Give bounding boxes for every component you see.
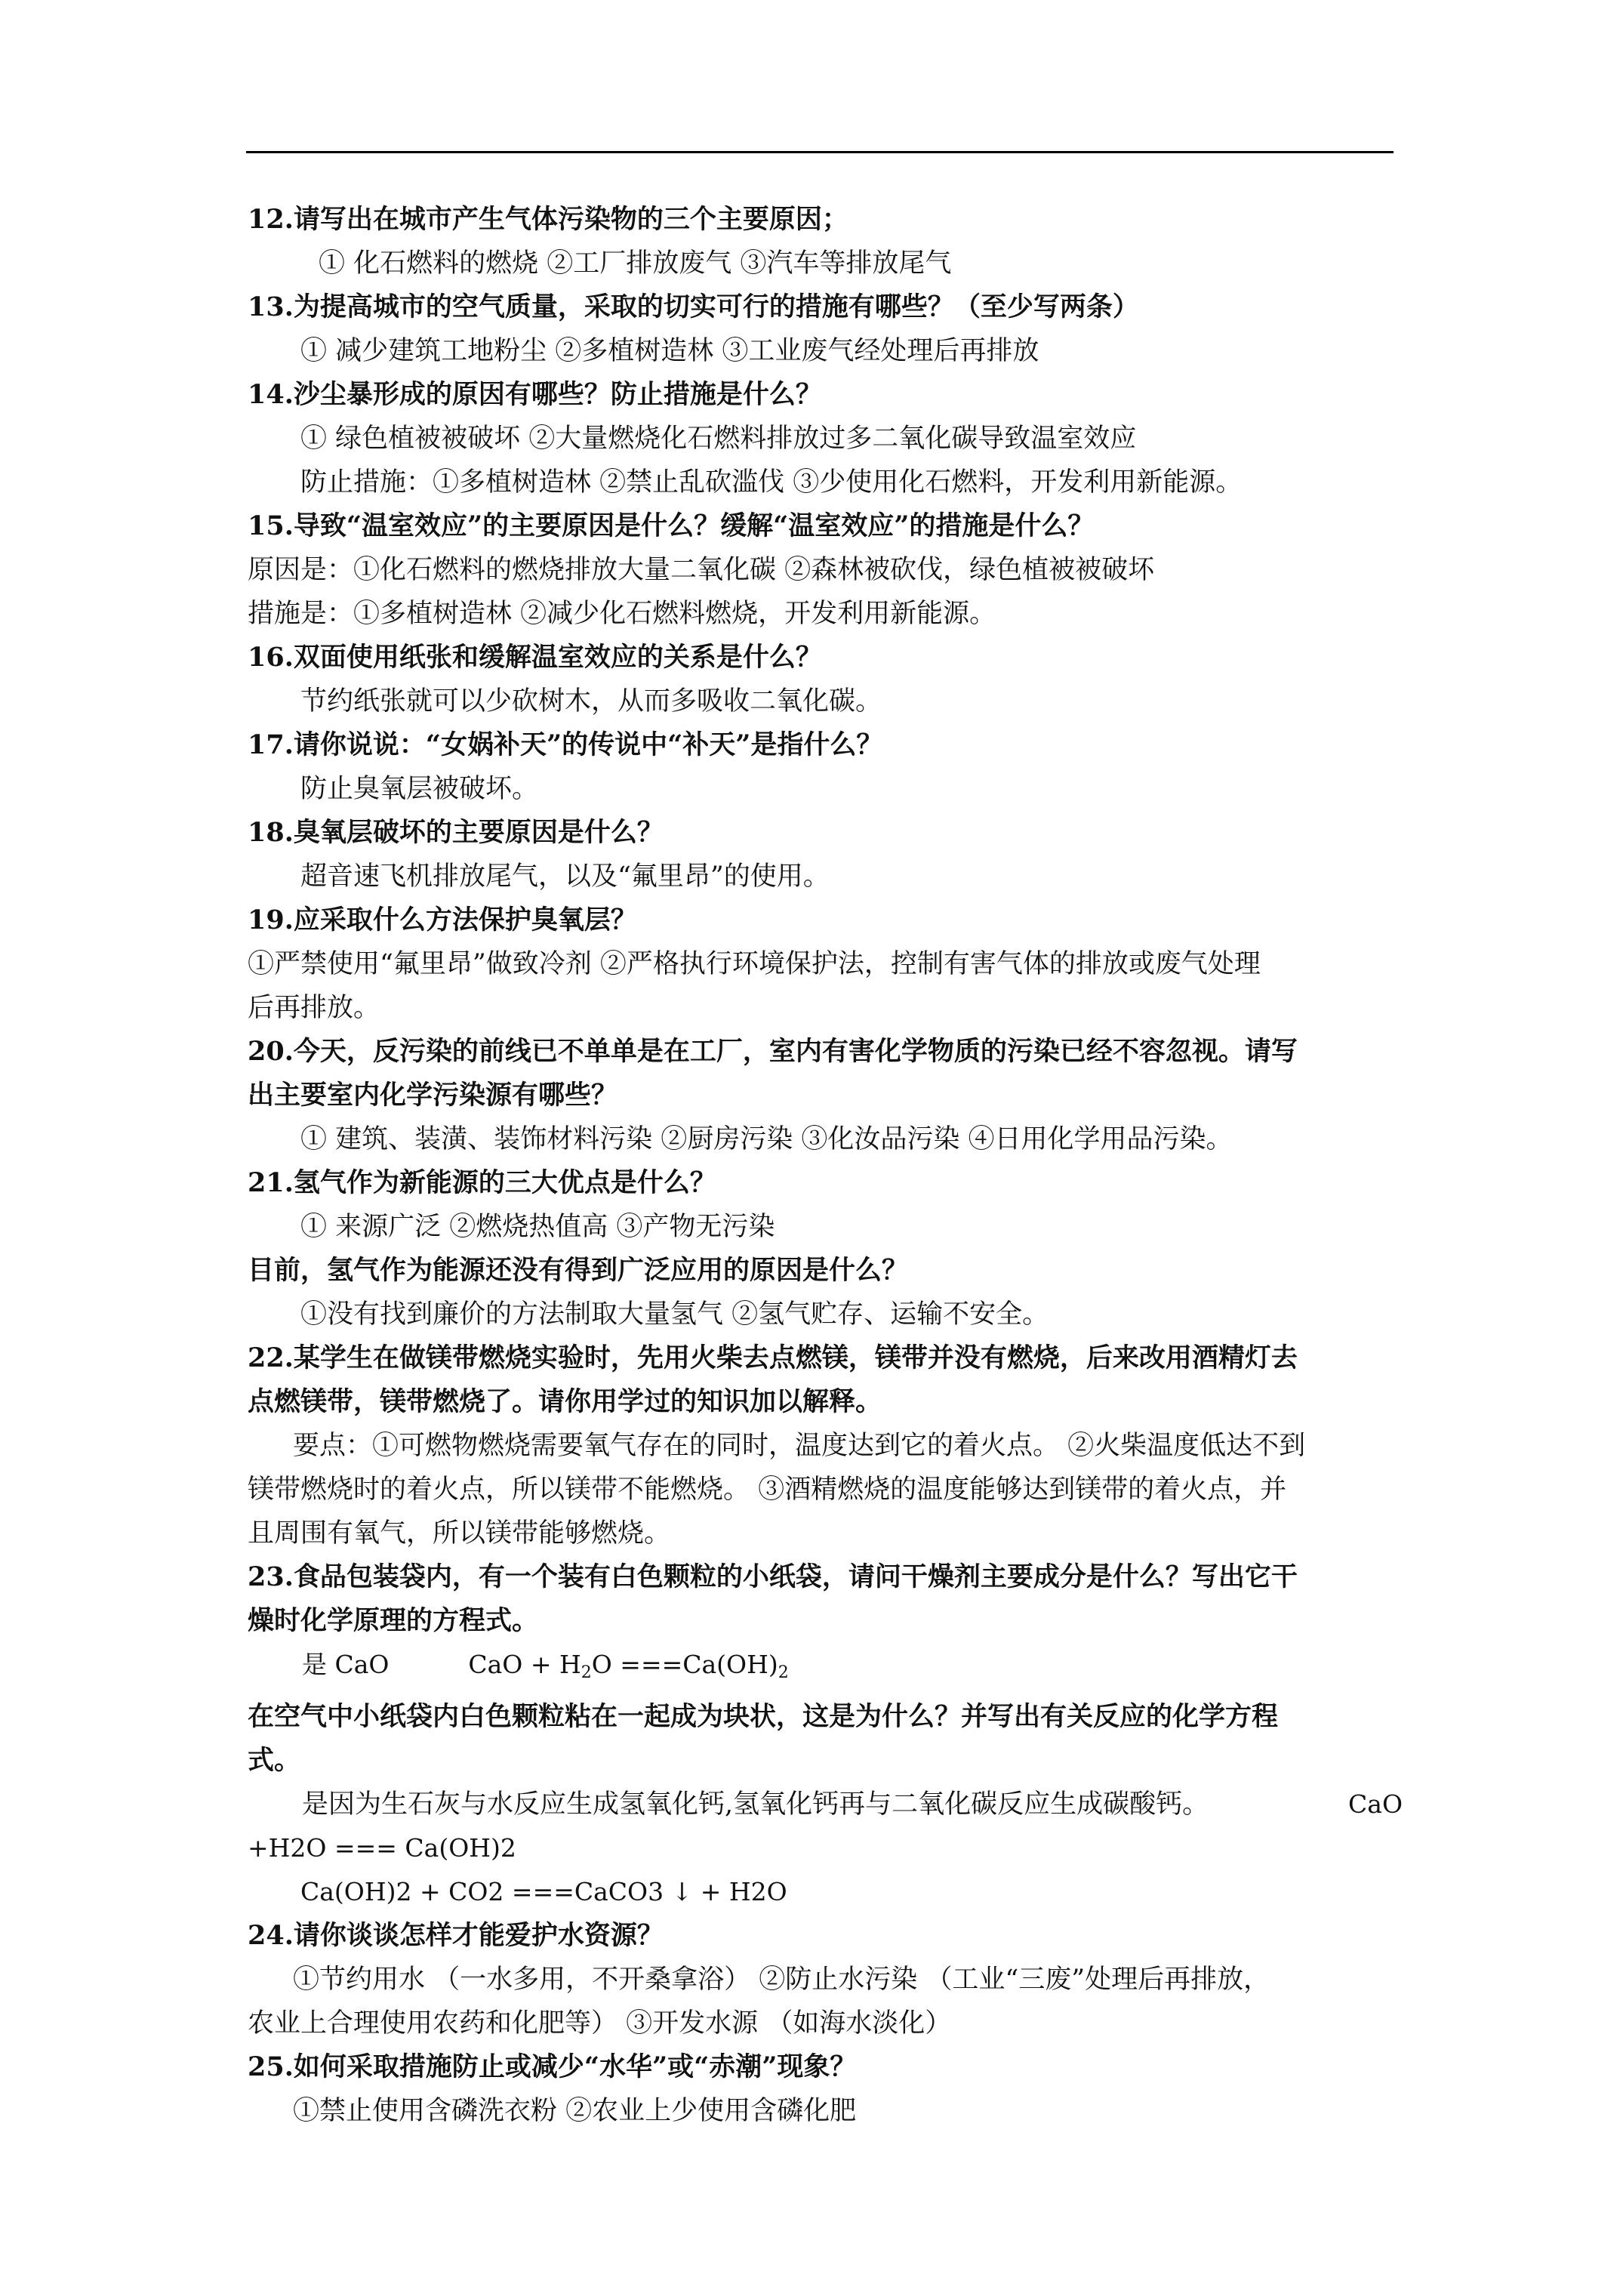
- answer-21: ① 来源广泛 ②燃烧热值高 ③产物无污染: [300, 1212, 775, 1242]
- question-23-line-3: 在空气中小纸袋内白色颗粒粘在一起成为块状，这是为什么？并写出有关反应的化学方程: [248, 1701, 1279, 1732]
- answer-25: ①禁止使用含磷洗衣粉 ②农业上少使用含磷化肥: [293, 2096, 857, 2126]
- answer-24-line-2: 农业上合理使用农药和化肥等） ③开发水源 （如海水淡化）: [248, 2008, 952, 2039]
- question-14: 14.沙尘暴形成的原因有哪些？防止措施是什么？: [248, 379, 822, 410]
- answer-22-line-3: 且周围有氧气，所以镁带能够燃烧。: [248, 1518, 671, 1549]
- question-22-line-1: 22.某学生在做镁带燃烧实验时，先用火柴去点燃镁，镁带并没有燃烧，后来改用酒精灯去: [248, 1342, 1298, 1373]
- equation-part: O ===Ca(OH): [591, 1650, 778, 1679]
- answer-14-line-2: 防止措施：①多植树造林 ②禁止乱砍滥伐 ③少使用化石燃料，开发利用新能源。: [300, 467, 1243, 498]
- answer-22-line-2: 镁带燃烧时的着火点，所以镁带不能燃烧。 ③酒精燃烧的温度能够达到镁带的着火点，并: [248, 1475, 1287, 1505]
- answer-23-text: 是因为生石灰与水反应生成氢氧化钙,氢氧化钙再与二氧化碳反应生成碳酸钙。: [302, 1789, 1209, 1820]
- question-17: 17.请你说说：“女娲补天”的传说中“补天”是指什么？: [248, 729, 883, 760]
- question-20-line-1: 20.今天，反污染的前线已不单单是在工厂，室内有害化学物质的污染已经不容忽视。请写: [248, 1036, 1298, 1067]
- question-19: 19.应采取什么方法保护臭氧层？: [248, 905, 637, 935]
- answer-22-line-1: 要点：①可燃物燃烧需要氧气存在的同时，温度达到它的着火点。 ②火柴温度低达不到: [293, 1431, 1306, 1461]
- question-18: 18.臭氧层破坏的主要原因是什么？: [248, 817, 664, 848]
- answer-23-line-1: [248, 1783, 1403, 1826]
- document-body: [248, 198, 1403, 2133]
- answer-23-cao: CaO: [1348, 1789, 1403, 1819]
- answer-21-b: ①没有找到廉价的方法制取大量氢气 ②氢气贮存、运输不安全。: [300, 1299, 1049, 1330]
- question-21: 21.氢气作为新能源的三大优点是什么？: [248, 1167, 716, 1198]
- question-15: 15.导致“温室效应”的主要原因是什么？缓解“温室效应”的措施是什么？: [248, 510, 1095, 541]
- answer-12: ① 化石燃料的燃烧 ②工厂排放废气 ③汽车等排放尾气: [319, 248, 952, 279]
- question-13: 13.为提高城市的空气质量，采取的切实可行的措施有哪些？（至少写两条）: [248, 291, 1139, 322]
- question-22-line-2: 点燃镁带，镁带燃烧了。请你用学过的知识加以解释。: [248, 1386, 882, 1417]
- header-rule: [246, 151, 1394, 153]
- equation-part: CaO + H: [468, 1650, 581, 1679]
- answer-23-line-3: Ca(OH)2 + CO2 ===CaCO3 ↓ + H2O: [300, 1877, 787, 1906]
- subscript: 2: [778, 1663, 789, 1682]
- answer-18: 超音速飞机排放尾气，以及“氟里昂”的使用。: [300, 861, 830, 892]
- question-24: 24.请你谈谈怎样才能爱护水资源？: [248, 1920, 664, 1951]
- question-21-b: 目前，氢气作为能源还没有得到广泛应用的原因是什么？: [248, 1255, 909, 1286]
- question-23-line-2: 燥时化学原理的方程式。: [248, 1605, 539, 1636]
- answer-23-line-2: +H2O === Ca(OH)2: [248, 1833, 516, 1863]
- answer-15-line-1: 原因是：①化石燃料的燃烧排放大量二氧化碳 ②森林被砍伐，绿色植被被破坏: [248, 555, 1155, 585]
- equation-cao-water: [248, 1643, 1403, 1695]
- answer-20: ① 建筑、装潢、装饰材料污染 ②厨房污染 ③化汝品污染 ④日用化学用品污染。: [300, 1124, 1233, 1154]
- subscript: 2: [581, 1663, 592, 1682]
- answer-17: 防止臭氧层被破坏。: [300, 774, 539, 804]
- question-20-line-2: 出主要室内化学污染源有哪些？: [248, 1080, 618, 1111]
- question-25: 25.如何采取措施防止或减少“水华”或“赤潮”现象？: [248, 2051, 857, 2082]
- answer-19-line-2: 后再排放。: [248, 993, 380, 1023]
- answer-15-line-2: 措施是：①多植树造林 ②减少化石燃料燃烧，开发利用新能源。: [248, 599, 996, 629]
- answer-24-line-1: ①节约用水 （一水多用，不开桑拿浴） ②防止水污染 （工业“三废”处理后再排放，: [293, 1965, 1270, 1995]
- answer-23-is-cao: 是 CaO: [302, 1650, 390, 1679]
- question-16: 16.双面使用纸张和缓解温室效应的关系是什么？: [248, 642, 822, 673]
- answer-16: 节约纸张就可以少砍树木，从而多吸收二氧化碳。: [300, 686, 882, 717]
- answer-19-line-1: ①严禁使用“氟里昂”做致冷剂 ②严格执行环境保护法，控制有害气体的排放或废气处理: [248, 949, 1261, 979]
- question-23-line-4: 式。: [248, 1745, 301, 1776]
- question-23-line-1: 23.食品包装袋内，有一个装有白色颗粒的小纸袋，请问干燥剂主要成分是什么？写出它干: [248, 1561, 1298, 1592]
- question-12: 12.请写出在城市产生气体污染物的三个主要原因；: [248, 204, 848, 235]
- answer-13: ① 减少建筑工地粉尘 ②多植树造林 ③工业废气经处理后再排放: [300, 336, 1039, 366]
- answer-14-line-1: ① 绿色植被被破坏 ②大量燃烧化石燃料排放过多二氧化碳导致温室效应: [300, 424, 1137, 454]
